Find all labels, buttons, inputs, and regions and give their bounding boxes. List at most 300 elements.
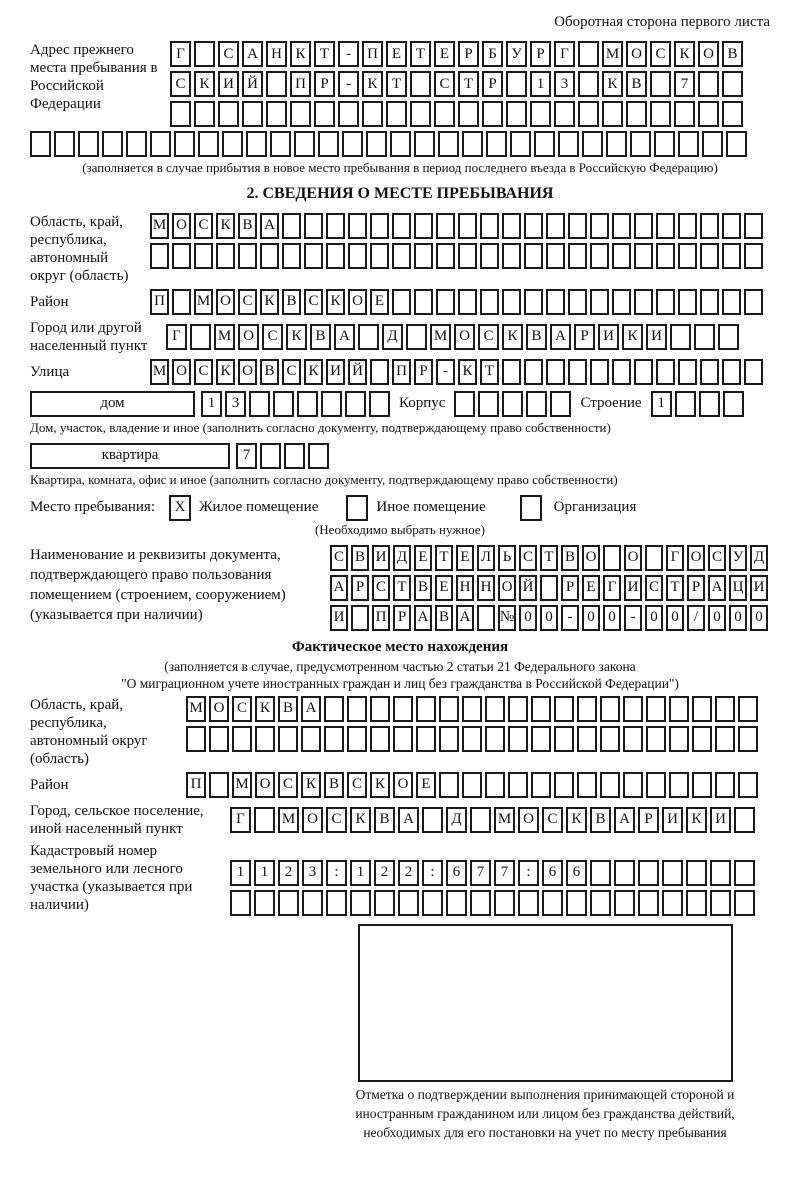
char-cell <box>485 772 505 798</box>
checkbox-other-premises[interactable] <box>346 495 368 521</box>
char-cell: Е <box>414 545 432 571</box>
char-cell <box>30 131 51 157</box>
char-cell <box>436 213 455 239</box>
char-cell <box>670 324 691 350</box>
char-cell: 3 <box>225 391 246 417</box>
char-cell: М <box>430 324 451 350</box>
char-cell: С <box>330 545 348 571</box>
char-cell <box>534 131 555 157</box>
char-cell <box>194 243 213 269</box>
char-cell: 7 <box>470 860 491 886</box>
char-cell <box>194 101 215 127</box>
prev-address-rows <box>170 41 743 127</box>
char-cell <box>249 391 270 417</box>
char-cell: В <box>351 545 369 571</box>
char-cell <box>480 243 499 269</box>
char-cell <box>278 726 298 752</box>
char-cell <box>351 605 369 631</box>
char-cell <box>222 131 243 157</box>
char-cell: У <box>729 545 747 571</box>
char-cell: 7 <box>236 443 257 469</box>
char-cell: В <box>278 696 298 722</box>
char-cell <box>650 101 671 127</box>
city-label: Город или другой населенный пункт <box>30 319 148 354</box>
char-cell: С <box>434 71 455 97</box>
char-cell <box>723 391 744 417</box>
document-row-2 <box>330 575 768 601</box>
char-cell <box>434 101 455 127</box>
char-cell <box>700 289 719 315</box>
char-cell <box>568 359 587 385</box>
char-cell <box>209 726 229 752</box>
char-cell <box>462 131 483 157</box>
char-cell: И <box>646 324 667 350</box>
char-cell: В <box>414 575 432 601</box>
char-cell <box>722 289 741 315</box>
char-cell: 3 <box>554 71 575 97</box>
char-cell: Е <box>434 41 455 67</box>
char-cell <box>546 243 565 269</box>
char-cell <box>348 213 367 239</box>
char-cell: А <box>614 807 635 833</box>
char-cell <box>54 131 75 157</box>
char-cell: Р <box>314 71 335 97</box>
district-block <box>30 289 770 315</box>
char-cell <box>486 131 507 157</box>
char-cell <box>554 726 574 752</box>
char-cell <box>590 890 611 916</box>
document-rows <box>330 545 768 631</box>
char-cell <box>630 131 651 157</box>
checkbox-dwelling[interactable]: X <box>169 495 191 521</box>
char-cell: О <box>348 289 367 315</box>
house-caption: Дом, участок, владение и иное (заполнить согласно документу, подтверждающему право собственности) <box>30 419 611 435</box>
char-cell: О <box>454 324 475 350</box>
char-cell <box>634 289 653 315</box>
char-cell <box>342 131 363 157</box>
char-cell <box>700 359 719 385</box>
char-cell: И <box>330 605 348 631</box>
char-cell <box>284 443 305 469</box>
char-cell: К <box>370 772 390 798</box>
char-cell <box>410 101 431 127</box>
char-cell <box>502 359 521 385</box>
char-cell <box>410 71 431 97</box>
char-cell: К <box>502 324 523 350</box>
char-cell <box>458 213 477 239</box>
char-cell: К <box>458 359 477 385</box>
char-cell <box>698 71 719 97</box>
char-cell <box>508 696 528 722</box>
char-cell <box>568 289 587 315</box>
actual-city-row <box>230 807 755 833</box>
char-cell: Й <box>348 359 367 385</box>
char-cell <box>692 696 712 722</box>
char-cell: К <box>216 359 235 385</box>
char-cell <box>362 101 383 127</box>
char-cell <box>578 71 599 97</box>
char-cell <box>530 101 551 127</box>
street-block <box>30 359 770 385</box>
char-cell: 0 <box>750 605 768 631</box>
char-cell <box>190 324 211 350</box>
char-cell: К <box>286 324 307 350</box>
char-cell: А <box>414 605 432 631</box>
region-rows <box>150 213 763 269</box>
char-cell: К <box>566 807 587 833</box>
char-cell: : <box>518 860 539 886</box>
char-cell <box>738 726 758 752</box>
char-cell <box>414 289 433 315</box>
char-cell <box>345 391 366 417</box>
char-cell <box>578 101 599 127</box>
char-cell: 0 <box>582 605 600 631</box>
char-cell: 2 <box>278 860 299 886</box>
char-cell <box>370 213 389 239</box>
char-cell <box>366 131 387 157</box>
char-cell: - <box>338 71 359 97</box>
char-cell: 0 <box>729 605 747 631</box>
actual-district-block <box>30 772 770 798</box>
char-cell <box>502 243 521 269</box>
char-cell: М <box>278 807 299 833</box>
char-cell <box>554 696 574 722</box>
char-cell <box>612 243 631 269</box>
char-cell <box>406 324 427 350</box>
char-cell <box>485 726 505 752</box>
char-cell: Р <box>482 71 503 97</box>
char-cell: М <box>602 41 623 67</box>
char-cell <box>318 131 339 157</box>
char-cell: К <box>290 41 311 67</box>
actual-district-label: Район <box>30 776 69 793</box>
char-cell: 2 <box>374 860 395 886</box>
char-cell: 6 <box>542 860 563 886</box>
char-cell <box>502 391 523 417</box>
char-cell <box>150 131 171 157</box>
char-cell <box>582 131 603 157</box>
char-cell <box>540 575 558 601</box>
region-block <box>30 213 770 285</box>
char-cell: О <box>498 575 516 601</box>
char-cell <box>477 605 495 631</box>
char-cell <box>370 726 390 752</box>
char-cell <box>282 213 301 239</box>
actual-region-label: Область, край, республика, автономный округ (область) <box>30 696 148 767</box>
char-cell: 1 <box>201 391 222 417</box>
char-cell <box>494 890 515 916</box>
prev-address-row-1 <box>170 41 743 67</box>
char-cell <box>626 101 647 127</box>
checkbox-organization[interactable] <box>520 495 542 521</box>
char-cell: Т <box>386 71 407 97</box>
actual-city-block <box>30 802 770 838</box>
option-label-other-premises: Иное помещение <box>376 499 486 516</box>
char-cell <box>508 726 528 752</box>
char-cell <box>715 772 735 798</box>
char-cell <box>439 696 459 722</box>
char-cell <box>414 243 433 269</box>
char-cell <box>260 443 281 469</box>
char-cell <box>482 101 503 127</box>
char-cell <box>590 243 609 269</box>
char-cell <box>715 696 735 722</box>
char-cell <box>326 243 345 269</box>
char-cell <box>518 890 539 916</box>
char-cell <box>662 860 683 886</box>
char-cell <box>314 101 335 127</box>
char-cell: А <box>334 324 355 350</box>
char-cell <box>568 213 587 239</box>
char-cell <box>266 101 287 127</box>
char-cell <box>172 243 191 269</box>
stamp-area <box>320 924 770 1143</box>
char-cell: 6 <box>446 860 467 886</box>
char-cell: С <box>347 772 367 798</box>
actual-city-label: Город, сельское поселение, иной населенный пункт <box>30 802 204 837</box>
char-cell: О <box>518 807 539 833</box>
char-cell <box>242 101 263 127</box>
char-cell <box>238 243 257 269</box>
char-cell <box>290 101 311 127</box>
stroenie-label: Строение <box>580 395 642 412</box>
char-cell: Ц <box>729 575 747 601</box>
char-cell <box>600 696 620 722</box>
char-cell: К <box>622 324 643 350</box>
char-cell <box>392 213 411 239</box>
char-cell <box>446 890 467 916</box>
char-cell <box>722 101 743 127</box>
char-cell: М <box>186 696 206 722</box>
char-cell: С <box>372 575 390 601</box>
char-cell: / <box>687 605 705 631</box>
char-cell <box>392 243 411 269</box>
char-cell: С <box>262 324 283 350</box>
char-cell <box>577 726 597 752</box>
char-cell: : <box>422 860 443 886</box>
char-cell: Н <box>477 575 495 601</box>
char-cell <box>209 772 229 798</box>
char-cell: К <box>304 359 323 385</box>
char-cell: К <box>350 807 371 833</box>
char-cell: В <box>260 359 279 385</box>
char-cell <box>614 860 635 886</box>
char-cell: О <box>238 324 259 350</box>
char-cell: Г <box>554 41 575 67</box>
char-cell <box>678 243 697 269</box>
actual-location-title: Фактическое место нахождения <box>291 638 509 655</box>
char-cell: К <box>216 213 235 239</box>
char-cell: А <box>398 807 419 833</box>
char-cell <box>374 890 395 916</box>
char-cell <box>278 890 299 916</box>
char-cell <box>531 726 551 752</box>
char-cell: О <box>393 772 413 798</box>
char-cell: Е <box>435 575 453 601</box>
char-cell <box>390 131 411 157</box>
char-cell <box>590 213 609 239</box>
house-type-box: дом <box>30 391 195 417</box>
char-cell: : <box>326 860 347 886</box>
char-cell <box>436 243 455 269</box>
char-cell <box>508 772 528 798</box>
actual-location-subtitle-1: (заполняется в случае, предусмотренном частью 2 статьи 21 Федерального закона <box>164 658 636 674</box>
char-cell <box>568 243 587 269</box>
char-cell <box>246 131 267 157</box>
char-cell <box>678 213 697 239</box>
char-cell: Р <box>351 575 369 601</box>
char-cell: О <box>209 696 229 722</box>
char-cell <box>744 243 763 269</box>
char-cell <box>722 213 741 239</box>
char-cell <box>600 726 620 752</box>
char-cell <box>294 131 315 157</box>
char-cell <box>744 213 763 239</box>
document-row-1 <box>330 545 768 571</box>
char-cell: К <box>255 696 275 722</box>
char-cell: 0 <box>519 605 537 631</box>
char-cell: 1 <box>651 391 672 417</box>
actual-region-block <box>30 696 770 768</box>
char-cell: 0 <box>666 605 684 631</box>
char-cell: К <box>326 289 345 315</box>
char-cell: - <box>624 605 642 631</box>
char-cell: И <box>218 71 239 97</box>
char-cell <box>524 213 543 239</box>
char-cell <box>416 696 436 722</box>
char-cell: В <box>282 289 301 315</box>
char-cell: Р <box>561 575 579 601</box>
char-cell <box>578 41 599 67</box>
char-cell: М <box>494 807 515 833</box>
char-cell <box>550 391 571 417</box>
house-row <box>30 391 770 417</box>
char-cell: 7 <box>674 71 695 97</box>
char-cell <box>438 131 459 157</box>
char-cell <box>370 243 389 269</box>
char-cell: Й <box>242 71 263 97</box>
char-cell: П <box>362 41 383 67</box>
char-cell <box>603 545 621 571</box>
char-cell <box>308 443 329 469</box>
char-cell: С <box>278 772 298 798</box>
char-cell <box>738 772 758 798</box>
char-cell <box>634 359 653 385</box>
char-cell <box>722 243 741 269</box>
char-cell <box>301 726 321 752</box>
char-cell: М <box>150 213 169 239</box>
char-cell <box>454 391 475 417</box>
char-cell <box>656 213 675 239</box>
char-cell: 1 <box>254 860 275 886</box>
char-cell <box>462 772 482 798</box>
char-cell: В <box>526 324 547 350</box>
char-cell: И <box>662 807 683 833</box>
char-cell <box>347 696 367 722</box>
cadastral-row-1 <box>230 860 755 886</box>
char-cell: С <box>282 359 301 385</box>
document-label: Наименование и реквизиты документа, подтверждающего право пользования помещением (строением, сооружением) (указывается при наличии) <box>30 546 286 624</box>
char-cell: Н <box>456 575 474 601</box>
char-cell: Ь <box>498 545 516 571</box>
char-cell <box>458 101 479 127</box>
char-cell: Г <box>603 575 621 601</box>
char-cell <box>612 359 631 385</box>
char-cell <box>398 890 419 916</box>
char-cell <box>347 726 367 752</box>
char-cell: Р <box>687 575 705 601</box>
char-cell: П <box>290 71 311 97</box>
char-cell <box>686 860 707 886</box>
char-cell: С <box>650 41 671 67</box>
district-row <box>150 289 763 315</box>
char-cell <box>186 726 206 752</box>
char-cell <box>699 391 720 417</box>
char-cell: С <box>519 545 537 571</box>
char-cell: В <box>324 772 344 798</box>
char-cell: В <box>626 71 647 97</box>
char-cell <box>524 359 543 385</box>
stamp-box <box>358 924 733 1082</box>
char-cell: О <box>698 41 719 67</box>
char-cell: Р <box>638 807 659 833</box>
char-cell: К <box>194 71 215 97</box>
char-cell: 3 <box>302 860 323 886</box>
cadastral-row-2 <box>230 890 755 916</box>
house-cells <box>201 391 390 417</box>
char-cell <box>524 243 543 269</box>
char-cell <box>700 213 719 239</box>
document-row-3 <box>330 605 768 631</box>
stay-type-row <box>30 495 770 521</box>
char-cell: 0 <box>645 605 663 631</box>
char-cell: 6 <box>566 860 587 886</box>
char-cell <box>480 213 499 239</box>
char-cell <box>526 391 547 417</box>
char-cell: Т <box>410 41 431 67</box>
prev-address-row-3 <box>170 101 743 127</box>
char-cell: В <box>435 605 453 631</box>
char-cell: Т <box>666 575 684 601</box>
char-cell <box>662 890 683 916</box>
char-cell: А <box>260 213 279 239</box>
char-cell: С <box>478 324 499 350</box>
cadastral-rows <box>230 860 755 916</box>
char-cell <box>230 890 251 916</box>
char-cell <box>612 289 631 315</box>
char-cell <box>656 289 675 315</box>
char-cell: Г <box>170 41 191 67</box>
char-cell <box>646 772 666 798</box>
char-cell: 7 <box>494 860 515 886</box>
char-cell <box>678 359 697 385</box>
city-row <box>166 324 739 350</box>
char-cell: Л <box>477 545 495 571</box>
char-cell <box>554 772 574 798</box>
char-cell: Е <box>416 772 436 798</box>
char-cell: С <box>542 807 563 833</box>
char-cell: С <box>194 359 213 385</box>
char-cell <box>126 131 147 157</box>
char-cell: Д <box>393 545 411 571</box>
char-cell <box>338 101 359 127</box>
prev-address-row-4 <box>30 131 770 157</box>
char-cell: О <box>626 41 647 67</box>
char-cell <box>324 696 344 722</box>
char-cell: - <box>561 605 579 631</box>
char-cell <box>694 324 715 350</box>
district-label: Район <box>30 293 69 310</box>
